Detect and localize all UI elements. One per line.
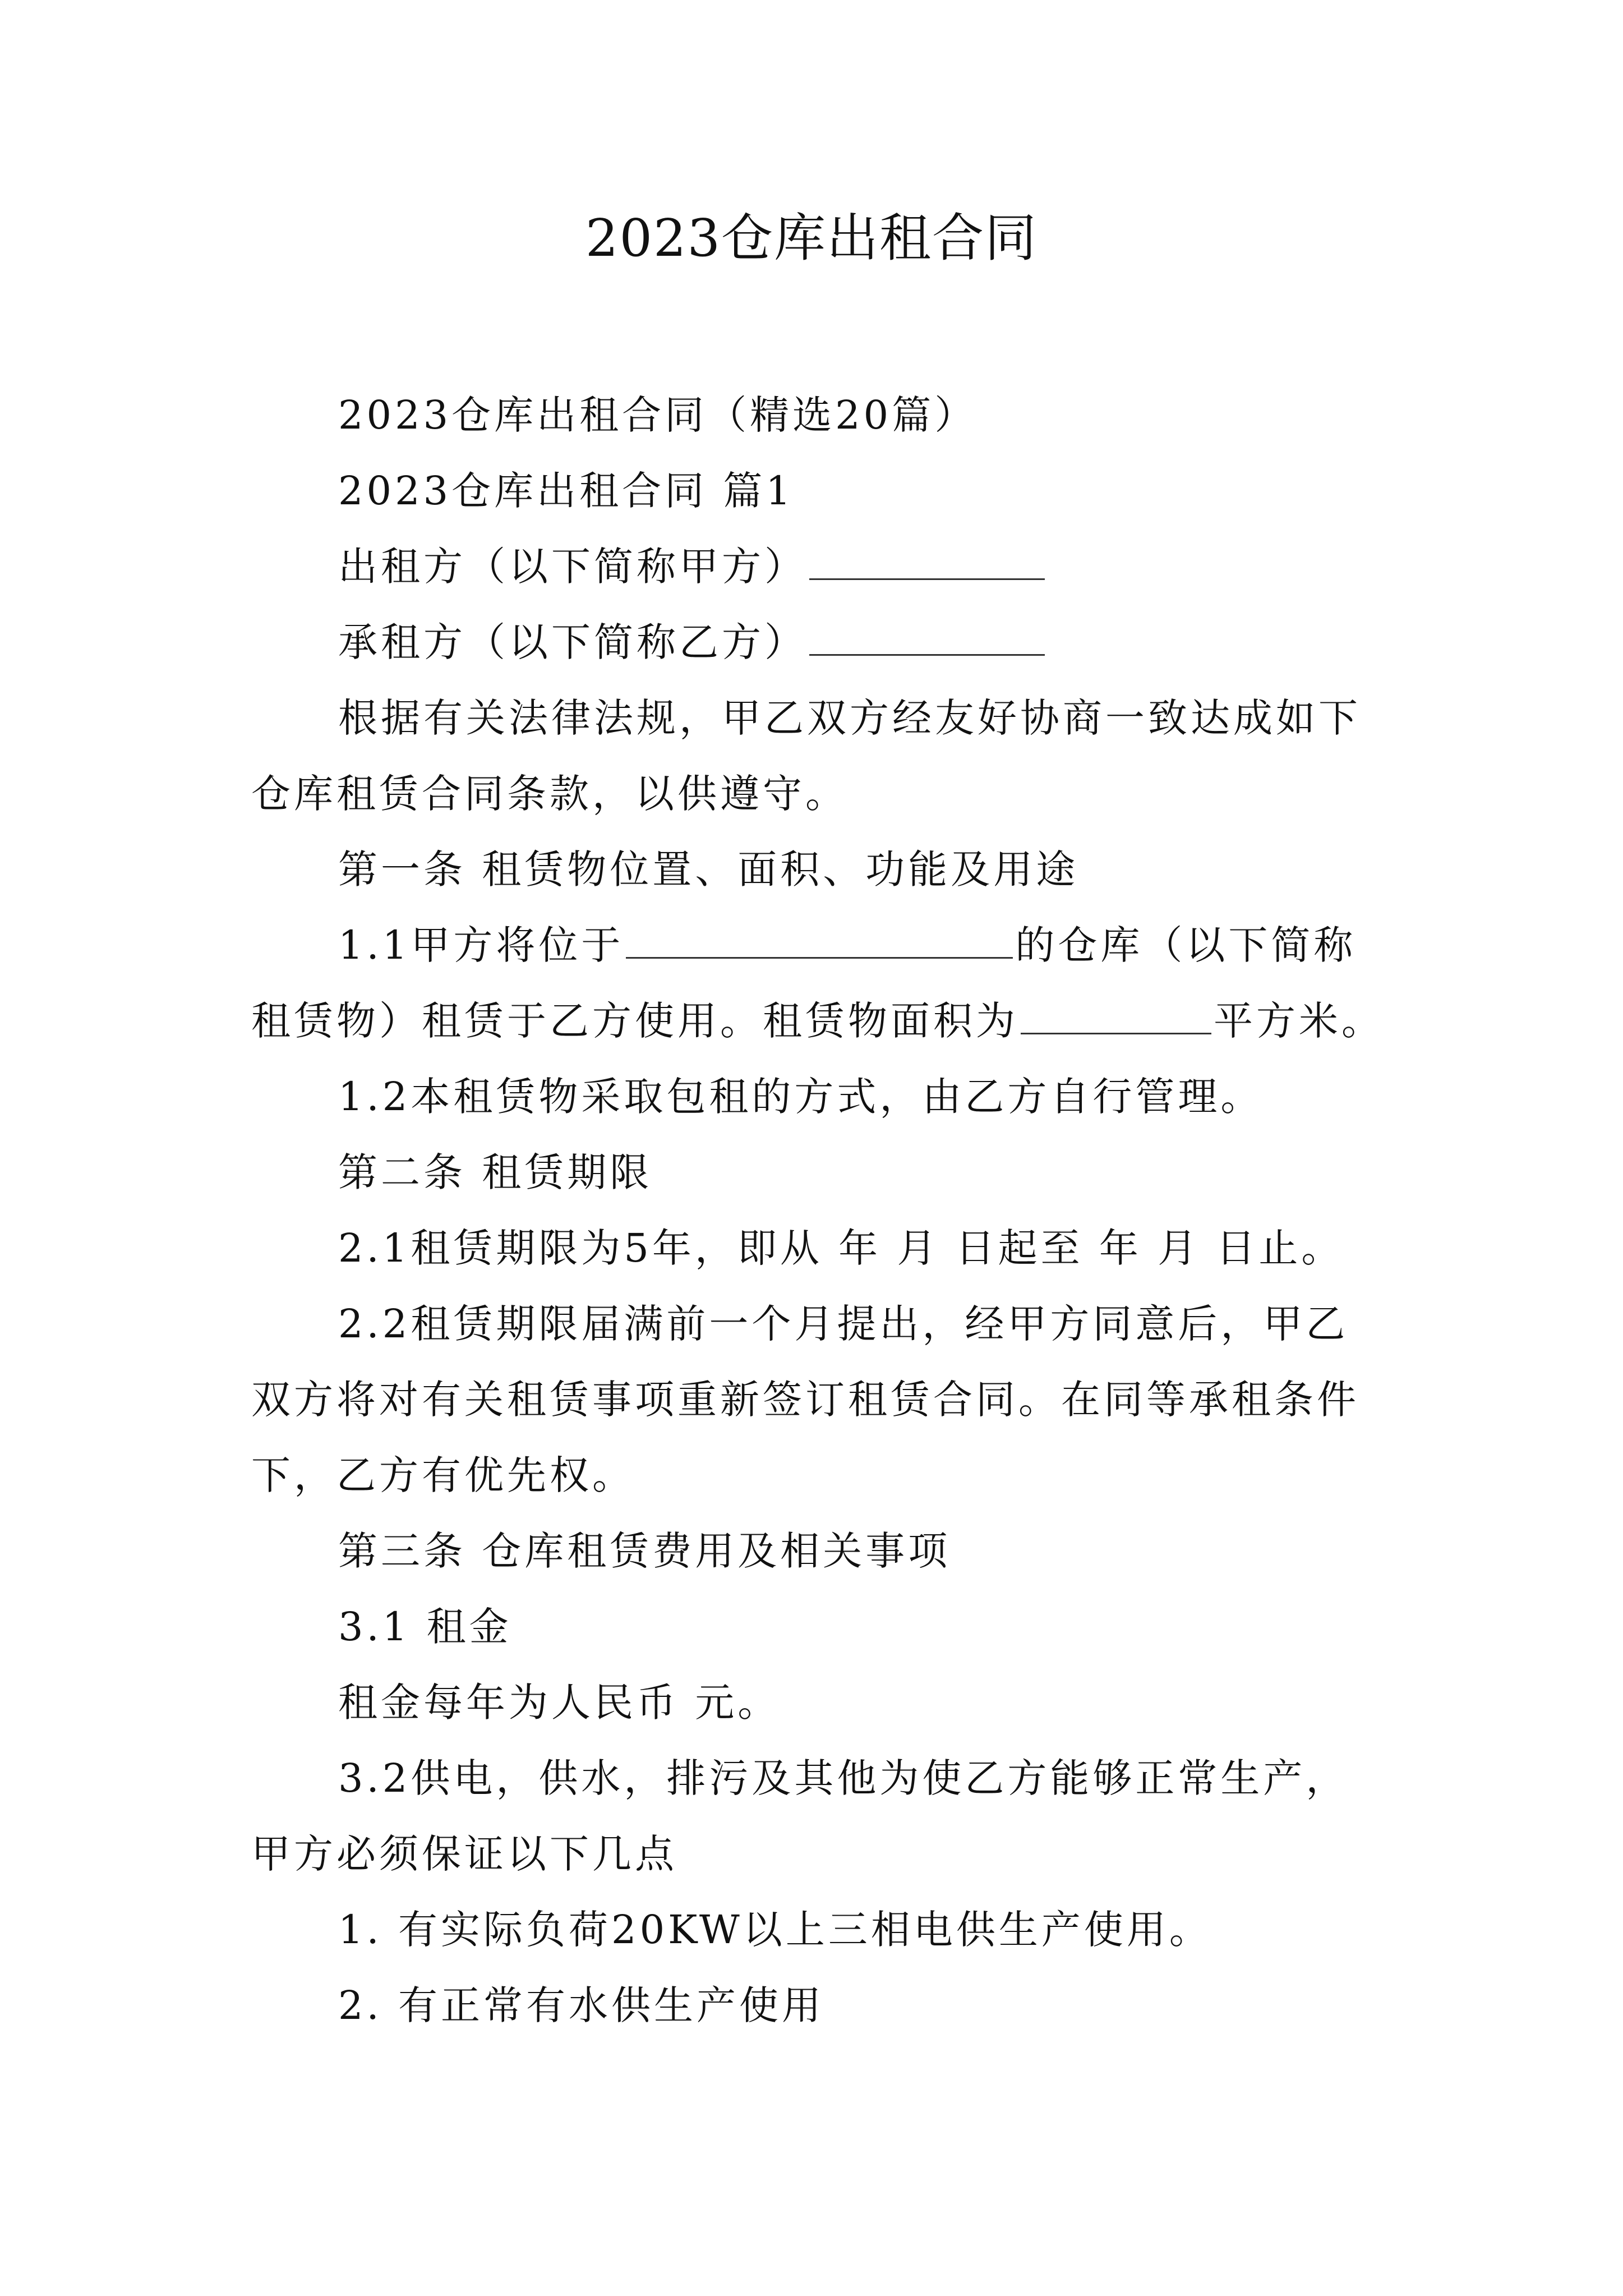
lessee-label: 承租方（以下简称乙方）	[338, 619, 807, 665]
lessee-blank	[809, 620, 1045, 656]
clause-line: 2.2租赁期限届满前一个月提出，经甲方同意后，甲乙	[338, 1301, 1349, 1347]
list-item: 2. 有正常有水供生产使用	[338, 1982, 825, 2028]
subtitle-line: 2023仓库出租合同（精选20篇）	[338, 392, 978, 438]
section-heading: 2023仓库出租合同 篇1	[338, 468, 794, 514]
lessor-label: 出租方（以下简称甲方）	[338, 544, 807, 590]
article-heading: 第一条 租赁物位置、面积、功能及用途	[338, 846, 1079, 892]
area-blank	[1021, 999, 1211, 1034]
article-heading: 第二条 租赁期限	[338, 1149, 653, 1195]
clause-line: 1.2本租赁物采取包租的方式，由乙方自行管理。	[338, 1074, 1264, 1120]
clause-text: 租赁物）租赁于乙方使用。租赁物面积为	[251, 998, 1018, 1044]
clause-line	[338, 917, 1356, 973]
clause-text: 1.1甲方将位于	[338, 922, 624, 968]
clause-line: 甲方必须保证以下几点	[251, 1831, 677, 1877]
clause-line: 3.2供电，供水，排污及其他为使乙方能够正常生产，	[338, 1755, 1349, 1801]
paragraph-line: 仓库租赁合同条款，以供遵守。	[251, 771, 848, 817]
clause-text: 的仓库（以下简称	[1015, 922, 1357, 968]
document-title: 2023仓库出租合同	[585, 208, 1038, 268]
clause-line: 双方将对有关租赁事项重新签订租赁合同。在同等承租条件	[251, 1377, 1359, 1423]
location-blank	[626, 923, 1013, 959]
lessor-line	[338, 539, 1047, 595]
clause-line: 租金每年为人民币 元。	[338, 1680, 781, 1726]
clause-text: 平方米。	[1214, 998, 1384, 1044]
lessor-blank	[809, 545, 1045, 580]
clause-line	[251, 993, 1384, 1049]
paragraph-line: 根据有关法律法规，甲乙双方经友好协商一致达成如下	[338, 695, 1361, 741]
lessee-line	[338, 614, 1047, 670]
clause-line: 下，乙方有优先权。	[251, 1452, 635, 1498]
clause-line: 3.1 租金	[338, 1604, 512, 1650]
list-item: 1. 有实际负荷20KW以上三相电供生产使用。	[338, 1907, 1212, 1953]
article-heading: 第三条 仓库租赁费用及相关事项	[338, 1528, 951, 1574]
clause-line: 2.1租赁期限为5年，即从 年 月 日起至 年 月 日止。	[338, 1225, 1344, 1271]
